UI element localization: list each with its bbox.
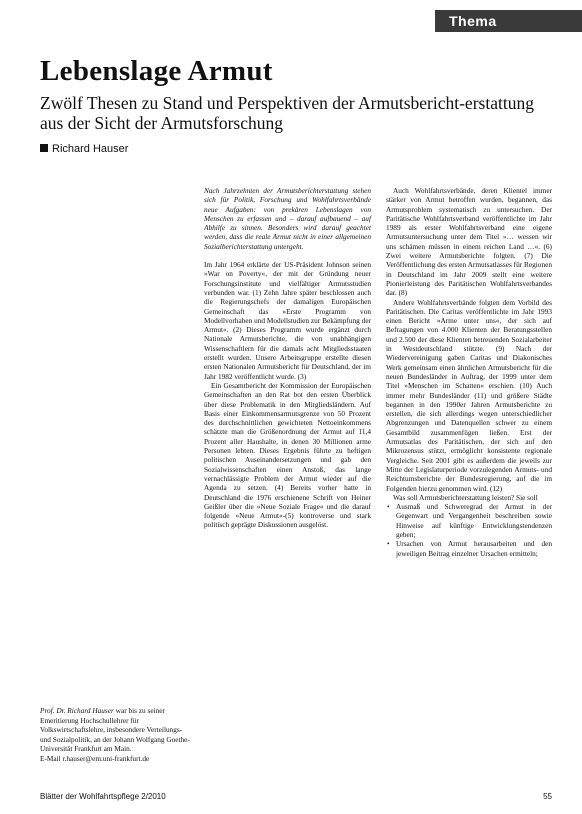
bio-name: Prof. Dr. Richard Hauser xyxy=(40,706,114,715)
author-bio xyxy=(40,706,190,763)
column-right xyxy=(386,186,552,558)
article-subtitle: Zwölf Thesen zu Stand und Perspektiven der Armutsbericht-erstattung aus der Sicht der Armutsforschung xyxy=(40,93,534,133)
list-item: • Ursachen von Armut herausarbeiten und den jeweiligen Beitrag einzelner Ursachen ermitteln; xyxy=(396,539,552,558)
author-name: Richard Hauser xyxy=(52,143,129,155)
bio-text: war bis zu seiner Emeritierung Hochschullehrer für Volkswirtschaftslehre, insbesondere Verteilungs- und Sozialpolitik, an der Johann Wolfgang Goethe-Universität Frankfurt am Main. xyxy=(40,706,190,753)
article-title: Lebenslage Armut xyxy=(40,55,273,87)
list-item: • Ausmaß und Schweregrad der Armut in der Gegenwart und Vergangenheit beschreiben sowie Hinweise auf künftige Entwicklungstendenzen geben; xyxy=(396,502,552,539)
page-number: 55 xyxy=(543,792,552,801)
page-footer xyxy=(40,792,552,801)
column-middle xyxy=(204,186,371,530)
journal-name: Blätter der Wohlfahrtspflege 2/2010 xyxy=(40,792,166,801)
body-paragraph: Andere Wohlfahrtsverbände folgten dem Vorbild des Paritätischen. Die Caritas veröffentlichte im Jahr 1993 einen Bericht »Arme unter uns«, der sich auf Befragungen von 4.000 Klienten der Beratungsstellen und 2.500 der diese Klienten betreuenden Sozialarbeiter in Westdeutschland stützte. (9) Nach der Wiedervereinigung gaben Caritas und Diakonisches Werk gemeinsam einen ähnlichen Armutsbericht für die neuen Bundesländer in Auftrag, der 1999 unter dem Titel »Menschen im Schatten« erschien. (10) Auch immer mehr Bundesländer (11) und größere Städte begannen in den 1990er Jahren Armutsberichte zu erstellen, die sich allerdings wegen unterschiedlicher Abgrenzungen und Datenquellen schwer zu einem Gesamtbild zusammenfügen ließen. Erst der Armutsatlas des Paritätischen, der sich auf den Mikrozensus stützt, ermöglicht konsistente regionale Vergleiche. Seit 2001 gibt es außerdem die jeweils zur Mitte der Legislaturperiode vorzulegenden Armuts- und Reichtumsberichte der Bundesregierung, auf die im Folgenden hierzu genommen wird. (12) xyxy=(386,297,552,493)
bullet-square-icon xyxy=(40,144,48,152)
body-paragraph: Im Jahr 1964 erklärte der US-Präsident Johnson seinen »War on Poverty«, der mit der Gründung neuer Forschungsinstitute und vielfältiger Armutsstudien verbunden war. (1) Zehn Jahre später beschlossen auch die Regierungschefs der damaligen Europäischen Gemeinschaft das »Erste Programm von Modellvorhaben und Modellstudien zur Bekämpfung der Armut«. (2) Dieses Programm wurde ergänzt durch Nationale Armutsberichte, die von unabhängigen Wissenschaftlern für die damals acht Mitgliedsstaaten erstellt wurden. Unsere Arbeitsgruppe erstellte diesen ersten Nationalen Armutsbericht für Deutschland, der im Jahr 1982 veröffentlicht wurde. (3) xyxy=(204,260,371,381)
bio-email: E-Mail r.hauser@em.uni-frankfurt.de xyxy=(40,753,150,763)
author-line xyxy=(40,143,128,155)
body-paragraph: Auch Wohlfahrtsverbände, deren Klientel immer stärker von Armut betroffen wurden, begannen, das Armutsproblem systematisch zu untersuchen. Der Paritätische Wohlfahrtsverband veröffentlichte im Jahr 1989 als erster Wohlfahrtsverband eine eigene Armutsuntersuchung unter dem Titel »… wessen wir uns schämen müssen in einem reichen Land …«. (6) Zwei weitere Armutsberichte folgten. (7) Die Veröffentlichung des ersten Armutsatlasses für Regionen in Deutschland im Jahr 2009 stellt eine weitere Pionierleistung des Paritätischen Wohlfahrtsverbandes dar. (8) xyxy=(386,186,552,298)
body-paragraph: Was soll Armutsberichterstattung leisten? Sie soll xyxy=(393,492,538,502)
body-paragraph: Ein Gesamtbericht der Kommission der Europäischen Gemeinschaften an den Rat bot den ersten Überblick über diese Problematik in den Mitgliedsländern. Auf Basis einer Einkommensarmutsgrenze von 50 Prozent des durchschnittlichen gewichteten Nettoeinkommens schätzte man die Größenordnung der Armut auf 11,4 Prozent aller Haushalte, in denen 30 Millionen arme Personen lebten. Dieses Ergebnis führte zu heftigen politischen Auseinandersetzungen und gab den Sozialwissenschaften einen Anstoß, das lange vernachlässigte Problem der Armut wieder auf die Agenda zu setzen. (4) Bereits vorher hatte in Deutschland die 1976 erschienene Schrift von Heiner Geißler über die »Neue Soziale Frage« und die darauf folgende »Neue Armut«-(5) kontroverse und stark politisch geprägte Diskussionen ausgelöst. xyxy=(204,380,371,530)
bullet-list xyxy=(386,502,552,558)
intro-paragraph: Nach Jahrzehnten der Armutsberichterstattung stehen sich für Politik, Forschung und Wohlfahrtsverbände neue Aufgaben: von prekären Lebenslagen von Menschen zu erfassen und – darauf aufbauend – auf Abhilfe zu sinnen. Besonders wird darauf geachtet werden, dass die reale Armut nicht in einer allgemeinen Sozialberichterstattung untergeht. xyxy=(204,186,371,251)
section-label: Thema xyxy=(435,10,582,32)
